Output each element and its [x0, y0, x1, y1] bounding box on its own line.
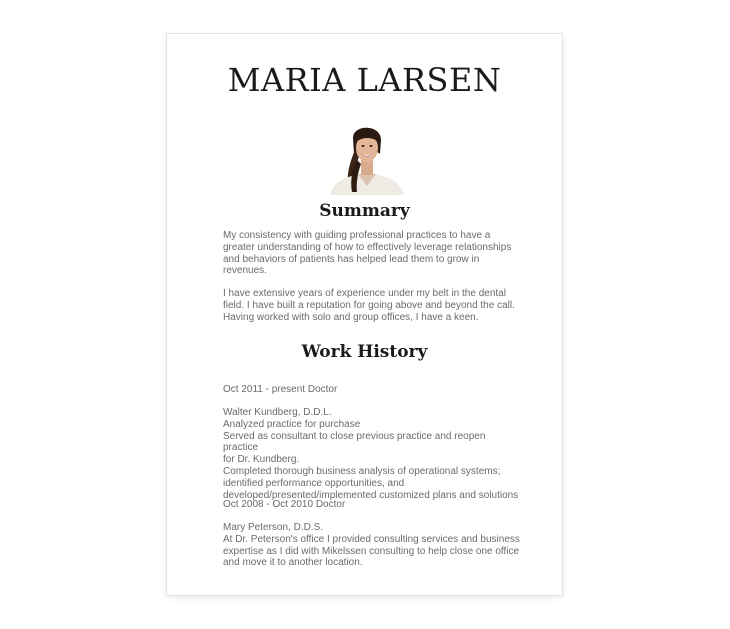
summary-heading: Summary [319, 201, 410, 221]
job-detail-line: At Dr. Peterson's office I provided consulting services and business [223, 533, 520, 545]
job-detail-line: for Dr. Kundberg. [223, 454, 300, 466]
resume-name: MARIA LARSEN [227, 61, 502, 99]
summary-paragraph-1 [223, 230, 523, 277]
summary-line: greater understanding of how to effectively leverage relationships [223, 241, 512, 253]
job-detail-line: Walter Kundberg, D.D.L. [223, 407, 332, 418]
job-detail-line: Mary Peterson, D.D.S. [223, 522, 324, 533]
summary-line: revenues. [223, 265, 267, 277]
summary-line: My consistency with guiding professional practices to have a [223, 230, 491, 241]
profile-photo-image [328, 120, 406, 195]
job-detail-line: Analyzed practice for purchase [223, 418, 361, 430]
job-detail-line: expertise as I did with Mikelssen consulting to help close one office [223, 545, 520, 557]
job-detail-line: Completed thorough business analysis of operational systems; [223, 465, 501, 477]
job-dates-text: Oct 2008 - Oct 2010 Doctor [223, 499, 346, 510]
profile-photo [328, 120, 406, 195]
summary-line: and behaviors of patients has helped lead them to grow in [223, 253, 480, 265]
summary-line: Having worked with solo and group offices, I have a keen. [223, 311, 479, 323]
job-detail-line: developed/presented/implemented customized plans and solutions [223, 489, 519, 501]
job-details [223, 522, 523, 569]
job-details [223, 407, 523, 501]
work-history-heading: Work History [301, 342, 428, 362]
summary-paragraph-2 [223, 288, 523, 323]
job-dates-text: Oct 2011 - present Doctor [223, 384, 338, 395]
job-detail-line: and move it to another location. [223, 557, 363, 569]
summary-line: field. I have built a reputation for going above and beyond the call. [223, 299, 515, 311]
job-dates [223, 499, 523, 511]
job-dates [223, 384, 523, 396]
resume-page [166, 33, 563, 596]
job-detail-line: identified performance opportunities, and [223, 477, 405, 489]
job-detail-line: Served as consultant to close previous practice and reopen practice [223, 430, 486, 454]
summary-line: I have extensive years of experience under my belt in the dental [223, 288, 506, 299]
